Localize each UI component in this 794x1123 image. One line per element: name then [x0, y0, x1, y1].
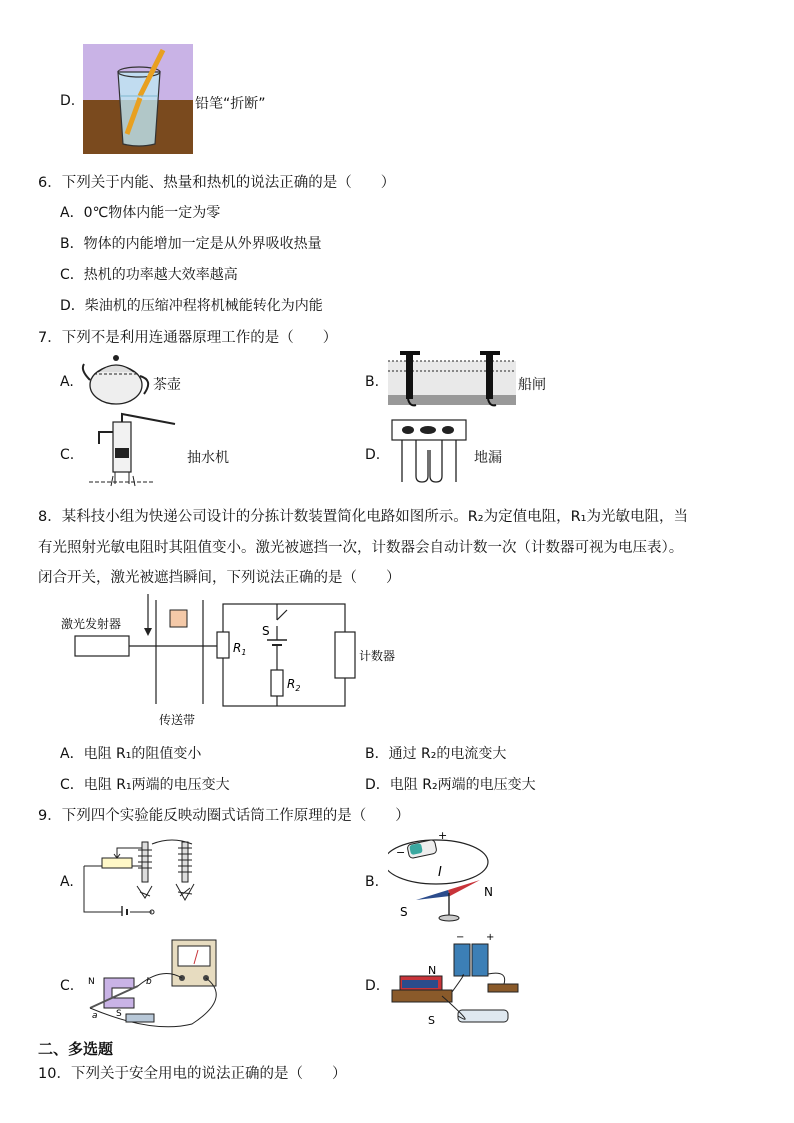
q5-option-d-text: 铅笔“折断”	[195, 96, 266, 112]
svg-text:−: −	[396, 846, 406, 859]
svg-text:N: N	[484, 885, 493, 899]
svg-text:N: N	[88, 977, 95, 987]
floor-drain-figure	[388, 416, 470, 486]
svg-text:N: N	[428, 964, 437, 977]
q7-option-b-label: 船闸	[518, 377, 546, 393]
q9-option-b-letter: B.	[365, 874, 380, 890]
package-box	[170, 610, 187, 627]
section-heading: 二、多选题	[38, 1040, 114, 1058]
q6-stem: 6．下列关于内能、热量和热机的说法正确的是（ ）	[38, 175, 396, 191]
q7-stem: 7．下列不是利用连通器原理工作的是（ ）	[38, 330, 338, 346]
counter-box	[335, 632, 355, 678]
q10-stem: 10．下列关于安全用电的说法正确的是（ ）	[38, 1066, 347, 1082]
svg-text:S: S	[428, 1014, 435, 1027]
q8-option-c: C．电阻 R₁两端的电压变大	[60, 777, 230, 793]
q6-option-c: C．热机的功率越大效率越高	[60, 267, 238, 283]
laser-emitter-label: 激光发射器	[61, 617, 122, 631]
switch-s	[277, 610, 287, 620]
q6-option-a: A．0℃物体内能一定为零	[60, 205, 221, 221]
svg-text:−: −	[456, 932, 465, 943]
q6-option-b: B．物体的内能增加一定是从外界吸收热量	[60, 236, 322, 252]
q5-option-d-letter: D.	[60, 93, 76, 109]
q9-option-c-letter: C.	[60, 978, 75, 994]
motor-principle-figure	[388, 930, 528, 1028]
svg-text:+: +	[486, 932, 495, 943]
electromagnetic-induction-figure	[82, 938, 232, 1030]
q7-option-b-letter: B.	[365, 374, 380, 390]
svg-text:S: S	[400, 905, 408, 919]
svg-text:a: a	[92, 1011, 98, 1021]
svg-text:+: +	[438, 830, 448, 842]
q9-option-d-letter: D.	[365, 978, 381, 994]
q9-option-a-letter: A.	[60, 874, 74, 890]
svg-text:S: S	[116, 1009, 122, 1019]
q7-option-c-letter: C.	[60, 447, 75, 463]
q9-stem: 9．下列四个实验能反映动圈式话筒工作原理的是（ ）	[38, 808, 410, 824]
q8-stem-line3: 闭合开关，激光被遮挡瞬间，下列说法正确的是（ ）	[38, 570, 401, 586]
counter-label: 计数器	[359, 649, 396, 663]
q8-option-a: A．电阻 R₁的阻值变小	[60, 746, 202, 762]
electromagnet-experiment-figure	[82, 836, 214, 916]
q6-option-d: D．柴油机的压缩冲程将机械能转化为内能	[60, 298, 323, 314]
teapot-icon	[80, 350, 155, 410]
sorting-counter-circuit	[55, 592, 415, 734]
conveyor-belt-label: 传送带	[159, 713, 196, 727]
q8-option-b: B．通过 R₂的电流变大	[365, 746, 507, 762]
q7-option-d-label: 地漏	[474, 450, 502, 466]
q8-option-d: D．电阻 R₂两端的电压变大	[365, 777, 536, 793]
ship-lock-figure	[388, 347, 516, 409]
q7-option-d-letter: D.	[365, 447, 381, 463]
svg-text:I: I	[438, 865, 442, 880]
q7-option-c-label: 抽水机	[187, 450, 229, 466]
water-pump-figure	[85, 412, 185, 490]
q7-option-a-letter: A.	[60, 374, 74, 390]
oersted-experiment-figure	[388, 830, 508, 922]
resistor-r1	[217, 632, 229, 658]
svg-text:R1: $R_1$	[233, 641, 247, 657]
laser-emitter	[75, 636, 129, 656]
svg-text:b: b	[146, 977, 152, 987]
pencil-in-water-figure	[83, 44, 193, 154]
switch-label: S	[262, 624, 270, 638]
q7-option-a-label: 茶壶	[153, 377, 181, 393]
q8-stem-line1: 8．某科技小组为快递公司设计的分拣计数装置简化电路如图所示。R₂为定值电阻，R₁为光敏电阻，当	[38, 509, 688, 525]
q8-stem-line2: 有光照射光敏电阻时其阻值变小。激光被遮挡一次，计数器会自动计数一次（计数器可视为电压表）。	[38, 540, 684, 556]
svg-text:R2: $R_2$	[287, 677, 301, 693]
resistor-r2	[271, 670, 283, 696]
